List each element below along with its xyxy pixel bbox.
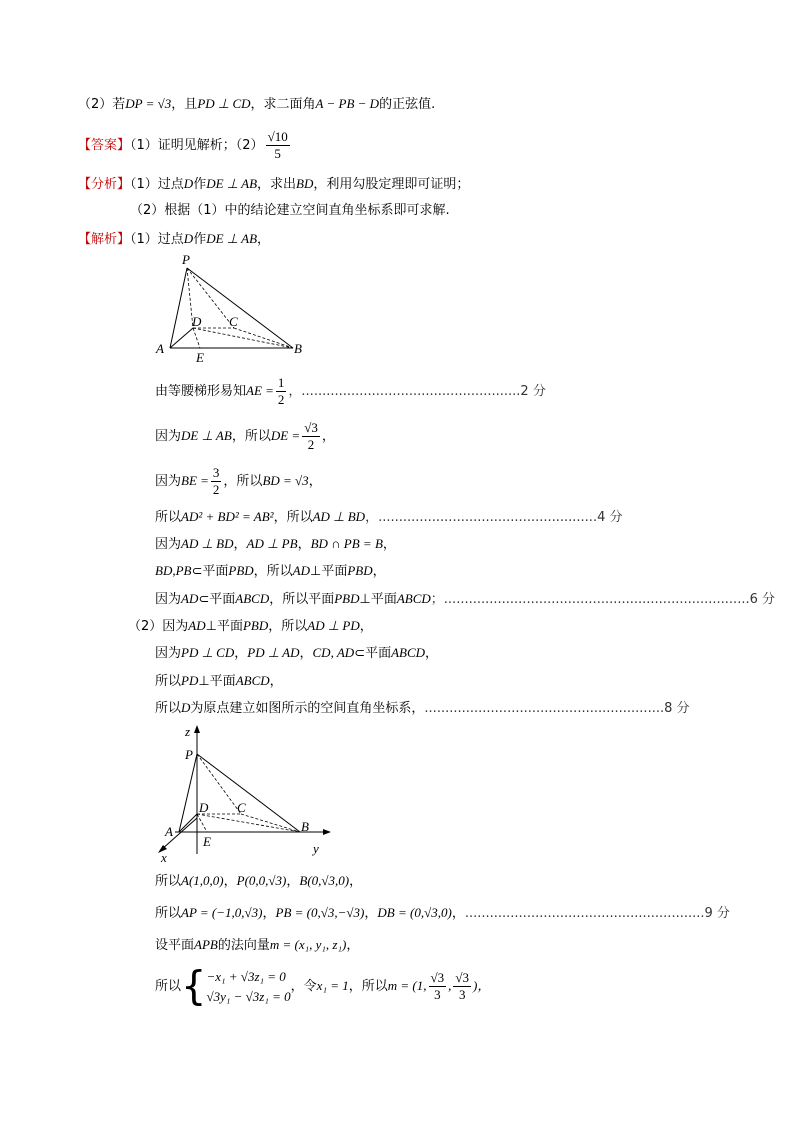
solution-part2-4: 所以D为原点建立如图所示的空间直角坐标系，..........................................................8 分 — [155, 700, 690, 716]
solution-tag: 【解析】 — [78, 232, 131, 247]
fig1-label-B: B — [294, 341, 302, 356]
pyramid-figure-2 — [155, 722, 335, 864]
solution-system: 所以{ −x₁ + √3z₁ = 0 √3y₁ − √3z₁ = 0 ，令x₁ = 1，所以m = (1, $\frac{√3}{3}$ , $\frac{√3}{3}$ )， — [155, 963, 491, 1010]
fig1-label-P: P — [182, 252, 190, 267]
answer-line: 【答案】（1）证明见解析；（2） $\frac{√10}{5}$ — [78, 129, 288, 161]
solution-line-1: 【解析】（1）过点D作DE ⊥ AB， — [78, 231, 271, 247]
pyramid-figure-1 — [150, 250, 320, 365]
solution-ae: 由等腰梯形易知AE = $\frac{1}{2}$ ，.....................................................2 分 — [155, 375, 546, 407]
solution-perp: 因为AD ⊥ BD，AD ⊥ PB，BD ∩ PB = B， — [155, 536, 396, 552]
solution-de: 因为DE ⊥ AB，所以DE = $\frac{√3}{2}$ ， — [155, 420, 335, 452]
fig2-label-D: D — [199, 800, 209, 815]
fig2-label-B: B — [301, 819, 309, 834]
analysis-tag: 【分析】 — [78, 177, 131, 192]
solution-coords: 所以A(1,0,0)，P(0,0,√3)，B(0,√3,0)， — [155, 873, 363, 889]
analysis-line-2: （2）根据（1）中的结论建立空间直角坐标系即可求解. — [130, 203, 450, 218]
solution-be: 因为BE = $\frac{3}{2}$ ，所以BD = √3， — [155, 465, 322, 497]
solution-part2-2: 因为PD ⊥ CD，PD ⊥ AD，CD, AD⊂平面ABCD， — [155, 645, 439, 661]
solution-part2-3: 所以PD⊥平面ABCD， — [155, 673, 283, 689]
solution-plane: 因为AD⊂平面ABCD，所以平面PBD⊥平面ABCD；..........................................................................6 分 — [155, 591, 775, 607]
fig2-label-x: x — [161, 850, 167, 864]
fig2-label-E: E — [203, 834, 211, 849]
fig2-label-C: C — [237, 800, 246, 815]
answer-fraction: $\frac{√10}{5}$ — [267, 129, 288, 161]
solution-pythagoras: 所以AD² + BD² = AB²，所以AD ⊥ BD，.....................................................4 分 — [155, 509, 623, 525]
fig1-label-E: E — [196, 350, 204, 365]
solution-part2-1: （2）因为AD⊥平面PBD，所以AD ⊥ PD， — [128, 618, 373, 634]
fig2-label-A: A — [165, 824, 173, 839]
fig2-label-z: z — [185, 724, 191, 739]
solution-normal: 设平面APB的法向量m = (x₁, y₁, z₁)， — [155, 937, 360, 953]
fig1-label-A: A — [156, 341, 164, 356]
solution-subset: BD,PB⊂平面PBD，所以AD⊥平面PBD， — [155, 563, 386, 579]
fig2-label-y: y — [313, 841, 319, 856]
left-brace-icon: { — [181, 963, 207, 1010]
answer-tag: 【答案】 — [78, 138, 131, 153]
analysis-line-1: 【分析】（1）过点D作DE ⊥ AB，求出BD，利用勾股定理即可证明； — [78, 176, 470, 192]
solution-vectors: 所以AP = (−1,0,√3)，PB = (0,√3,−√3)，DB = (0,√3,0)，..........................................................9 分 — [155, 905, 730, 921]
question-2: （2）若DP = √3，且PD ⊥ CD，求二面角A − PB − D的正弦值. — [78, 96, 436, 112]
fig1-label-D: D — [192, 314, 202, 329]
fig1-label-C: C — [229, 314, 238, 329]
fig2-label-P: P — [185, 747, 193, 762]
